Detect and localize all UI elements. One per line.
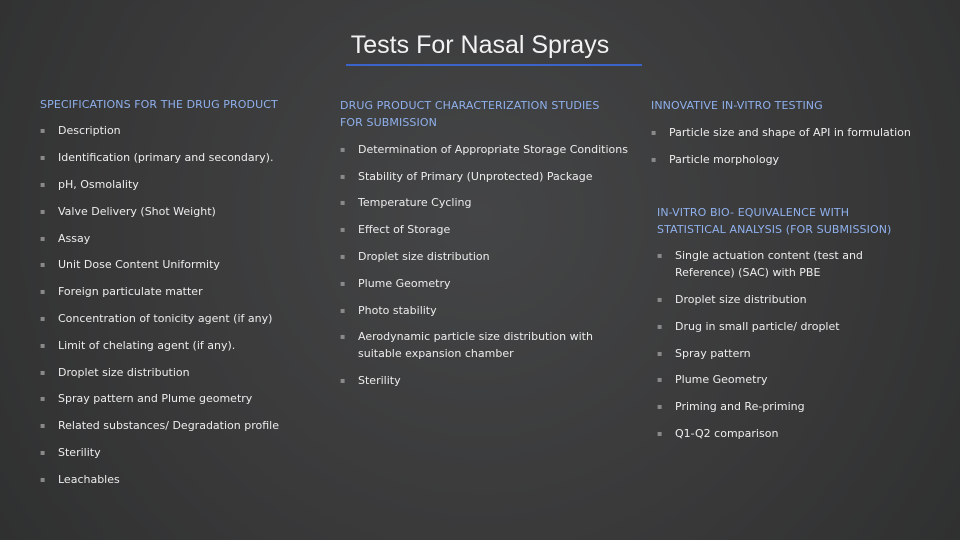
bullet-icon: ▪ [657, 295, 663, 304]
bullet-icon: ▪ [340, 145, 346, 154]
bullet-icon: ▪ [340, 225, 346, 234]
bullet-icon: ▪ [40, 234, 46, 243]
bullet-icon: ▪ [40, 314, 46, 323]
bullet-icon: ▪ [40, 394, 46, 403]
bullet-icon: ▪ [40, 368, 46, 377]
innovative-testing-heading: INNOVATIVE IN-VITRO TESTING [651, 99, 823, 112]
bullet-icon: ▪ [40, 260, 46, 269]
bullet-icon: ▪ [40, 448, 46, 457]
characterization-heading [340, 97, 599, 131]
bullet-icon: ▪ [40, 180, 46, 189]
bullet-icon: ▪ [40, 341, 46, 350]
bullet-icon: ▪ [340, 172, 346, 181]
characterization-heading-line2: FOR SUBMISSION [340, 116, 437, 129]
bullet-icon: ▪ [40, 421, 46, 430]
bullet-icon: ▪ [40, 153, 46, 162]
bullet-icon: ▪ [340, 252, 346, 261]
bullet-icon: ▪ [657, 251, 663, 260]
bullet-icon: ▪ [651, 155, 657, 164]
bullet-icon: ▪ [651, 128, 657, 137]
bullet-icon: ▪ [657, 349, 663, 358]
specifications-heading: SPECIFICATIONS FOR THE DRUG PRODUCT [40, 98, 278, 111]
characterization-heading-line1: DRUG PRODUCT CHARACTERIZATION STUDIES [340, 99, 600, 112]
bullet-icon: ▪ [340, 306, 346, 315]
bullet-icon: ▪ [657, 375, 663, 384]
bullet-icon: ▪ [340, 198, 346, 207]
bullet-icon: ▪ [657, 322, 663, 331]
bullet-icon: ▪ [657, 429, 663, 438]
bullet-icon: ▪ [40, 287, 46, 296]
bullet-icon: ▪ [40, 207, 46, 216]
bullet-icon: ▪ [340, 279, 346, 288]
bullet-icon: ▪ [657, 402, 663, 411]
bullet-icon: ▪ [40, 126, 46, 135]
slide-title: Tests For Nasal Sprays [350, 31, 610, 59]
bioequivalence-heading [657, 204, 891, 238]
bullet-icon: ▪ [340, 332, 346, 341]
title-underline [346, 64, 642, 66]
bullet-icon: ▪ [40, 475, 46, 484]
bioequivalence-heading-line1: IN-VITRO BIO- EQUIVALENCE WITH [657, 206, 850, 219]
bullet-icon: ▪ [340, 376, 346, 385]
bioequivalence-heading-line2: STATISTICAL ANALYSIS (FOR SUBMISSION) [657, 223, 892, 236]
